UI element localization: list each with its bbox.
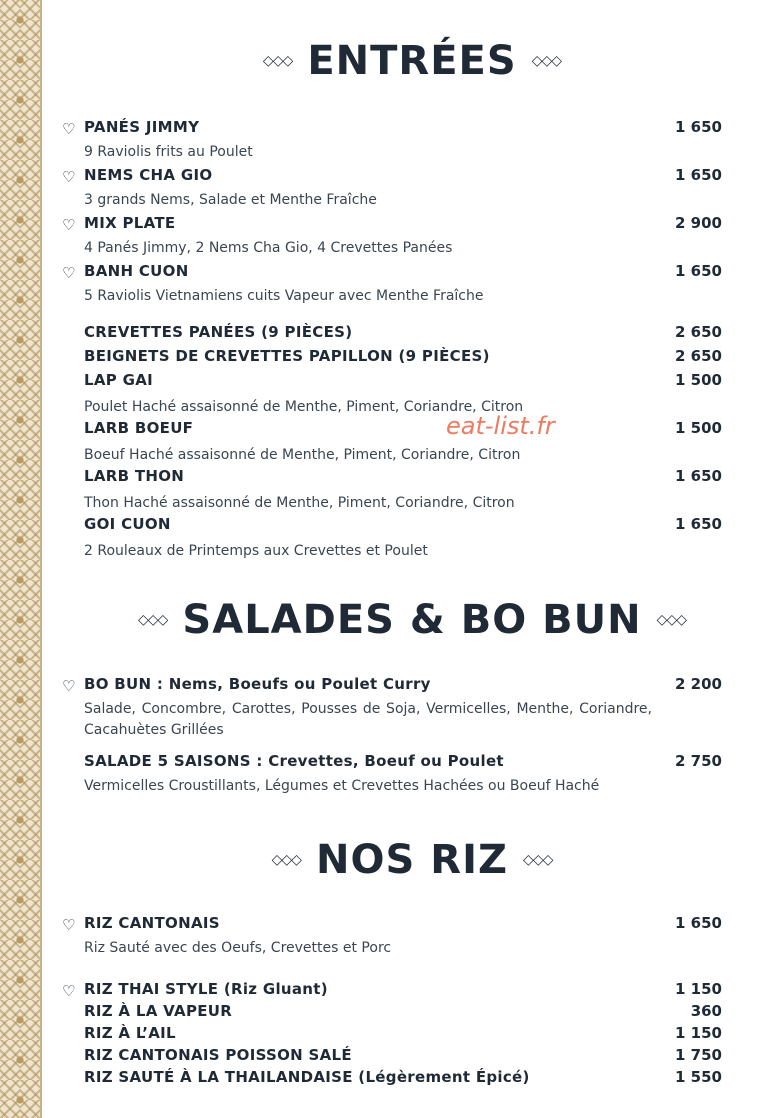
item-price: 1 650 <box>675 914 722 932</box>
item-price: 1 500 <box>675 371 722 389</box>
menu-item <box>62 118 722 163</box>
item-description: Salade, Concombre, Carottes, Pousses de Soja, Vermicelles, Menthe, Coriandre, Cacahuètes Grillées <box>84 701 652 738</box>
section-header-entrees <box>42 38 782 84</box>
menu-item <box>62 262 722 307</box>
menu-item <box>62 371 722 418</box>
heart-icon[interactable]: ♡ <box>62 168 76 186</box>
border-line <box>40 0 42 1118</box>
item-name: GOI CUON <box>84 515 171 533</box>
heart-icon[interactable]: ♡ <box>62 982 76 1000</box>
item-price: 1 550 <box>675 1068 722 1086</box>
item-name: RIZ À LA VAPEUR <box>84 1002 233 1020</box>
item-price: 1 650 <box>675 166 722 184</box>
menu-item <box>62 419 722 466</box>
item-name: LAP GAI <box>84 371 153 389</box>
menu-item <box>62 752 722 797</box>
section-title: ENTRÉES <box>307 38 517 84</box>
menu-item <box>62 1068 722 1090</box>
ornament-left: ◇◇◇ <box>138 612 168 628</box>
menu-item <box>62 323 722 347</box>
item-name: RIZ THAI STYLE (Riz Gluant) <box>84 980 328 998</box>
item-price: 360 <box>690 1002 722 1020</box>
item-name: BANH CUON <box>84 262 189 280</box>
item-name: SALADE 5 SAISONS : Crevettes, Boeuf ou Poulet <box>84 752 504 770</box>
heart-icon[interactable]: ♡ <box>62 120 76 138</box>
watermark: eat-list.fr <box>446 412 555 440</box>
menu-item <box>62 515 722 562</box>
item-name: BEIGNETS DE CREVETTES PAPILLON (9 PIÈCES) <box>84 347 490 365</box>
item-name: RIZ À L’AIL <box>84 1024 176 1042</box>
ornament-left: ◇◇◇ <box>262 53 293 69</box>
item-price: 1 650 <box>675 262 722 280</box>
section-header-riz <box>42 837 782 883</box>
menu-item <box>62 166 722 211</box>
heart-icon[interactable]: ♡ <box>62 264 76 282</box>
item-price: 1 500 <box>675 419 722 437</box>
item-description: Boeuf Haché assaisonné de Menthe, Piment, Coriandre, Citron <box>84 447 521 463</box>
item-description: 4 Panés Jimmy, 2 Nems Cha Gio, 4 Crevettes Panées <box>84 240 453 256</box>
item-price: 1 150 <box>675 980 722 998</box>
decorative-border <box>0 0 40 1118</box>
section-title: SALADES & BO BUN <box>182 597 642 643</box>
item-price: 1 650 <box>675 467 722 485</box>
ornament-left: ◇◇◇ <box>271 852 301 868</box>
item-price: 1 650 <box>675 118 722 136</box>
menu-item <box>62 467 722 514</box>
item-price: 2 200 <box>675 675 722 693</box>
item-name: PANÉS JIMMY <box>84 118 200 136</box>
item-price: 2 650 <box>675 323 722 341</box>
item-name: LARB BOEUF <box>84 419 194 437</box>
item-description: Poulet Haché assaisonné de Menthe, Piment, Coriandre, Citron <box>84 399 524 415</box>
item-name: RIZ CANTONAIS <box>84 914 220 932</box>
item-description: Thon Haché assaisonné de Menthe, Piment, Coriandre, Citron <box>84 495 515 511</box>
heart-icon[interactable]: ♡ <box>62 216 76 234</box>
menu-item <box>62 347 722 371</box>
ornament-right: ◇◇◇ <box>523 852 553 868</box>
item-name: NEMS CHA GIO <box>84 166 213 184</box>
item-description: 2 Rouleaux de Printemps aux Crevettes et Poulet <box>84 543 428 559</box>
item-price: 2 650 <box>675 347 722 365</box>
item-description: 5 Raviolis Vietnamiens cuits Vapeur avec Menthe Fraîche <box>84 288 484 304</box>
item-price: 2 900 <box>675 214 722 232</box>
item-description: Vermicelles Croustillants, Légumes et Crevettes Hachées ou Boeuf Haché <box>84 778 600 794</box>
item-name: CREVETTES PANÉES (9 PIÈCES) <box>84 323 353 341</box>
menu-item <box>62 1024 722 1046</box>
item-description: 9 Raviolis frits au Poulet <box>84 144 253 160</box>
menu-item <box>62 675 722 741</box>
menu-item <box>62 980 722 1002</box>
item-price: 1 750 <box>675 1046 722 1064</box>
item-description: 3 grands Nems, Salade et Menthe Fraîche <box>84 192 377 208</box>
item-name: RIZ CANTONAIS POISSON SALÉ <box>84 1046 352 1064</box>
item-price: 1 150 <box>675 1024 722 1042</box>
item-name: MIX PLATE <box>84 214 176 232</box>
section-title: NOS RIZ <box>316 837 508 883</box>
item-name: RIZ SAUTÉ À LA THAILANDAISE (Légèrement Épicé) <box>84 1068 530 1086</box>
heart-icon[interactable]: ♡ <box>62 916 76 934</box>
menu-item <box>62 914 722 959</box>
item-name: BO BUN : Nems, Boeufs ou Poulet Curry <box>84 675 431 693</box>
menu-item <box>62 1002 722 1024</box>
heart-icon[interactable]: ♡ <box>62 677 76 695</box>
menu-item <box>62 1046 722 1068</box>
section-header-salades <box>42 597 782 643</box>
ornament-right: ◇◇◇ <box>531 53 562 69</box>
item-description: Riz Sauté avec des Oeufs, Crevettes et Porc <box>84 940 392 956</box>
item-price: 1 650 <box>675 515 722 533</box>
menu-item <box>62 214 722 259</box>
item-price: 2 750 <box>675 752 722 770</box>
ornament-right: ◇◇◇ <box>656 612 686 628</box>
item-name: LARB THON <box>84 467 185 485</box>
